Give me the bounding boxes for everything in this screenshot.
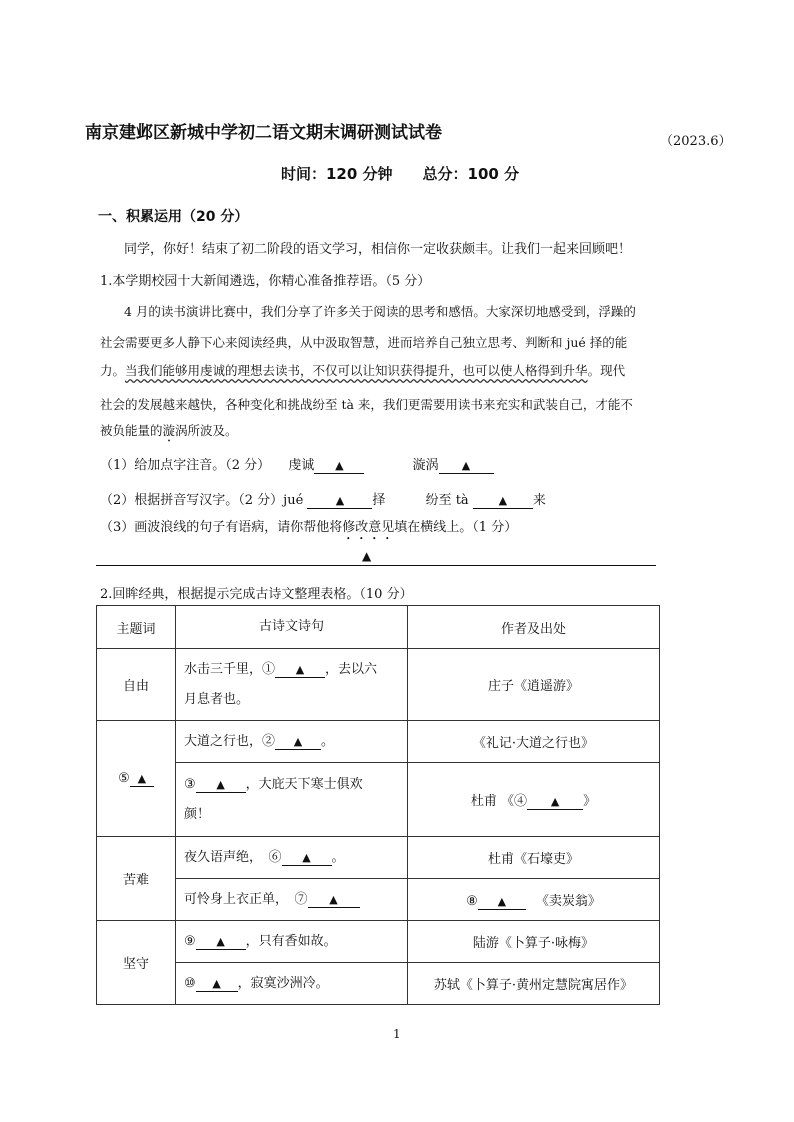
source-cell: 陆游《卜算子·咏梅》 bbox=[408, 921, 660, 963]
sub-question-2: （2）根据拼音写汉字。（2 分）jué ▲ 择 纷至 tà ▲ 来 bbox=[100, 493, 546, 508]
source-cell: 庄子《逍遥游》 bbox=[408, 649, 660, 721]
passage-line-4: 社会的发展越来越快，各种变化和挑战纷至 tà 来，我们更需要用读书来充实和武装自己，才能不 bbox=[100, 397, 633, 412]
answer-blank[interactable]: ▲ bbox=[196, 778, 246, 793]
passage-text: 。现代 bbox=[587, 363, 626, 378]
answer-blank[interactable]: ▲ bbox=[275, 735, 321, 750]
time-label: 时间：120 分钟 bbox=[281, 165, 393, 183]
table-row bbox=[97, 649, 660, 721]
theme-cell: 自由 bbox=[97, 649, 176, 721]
question-2-stem: 2.回眸经典，根据提示完成古诗文整理表格。（10 分） bbox=[100, 587, 413, 602]
source-cell: 杜甫 《④ ▲ 》 bbox=[408, 763, 660, 837]
table-header: 作者及出处 bbox=[408, 606, 660, 649]
passage-line-3 bbox=[100, 361, 625, 385]
table-header: 古诗文诗句 bbox=[176, 606, 408, 649]
dotted-text: 修改意见 bbox=[342, 520, 395, 535]
answer-blank[interactable]: ▲ bbox=[308, 893, 360, 908]
page-number: 1 bbox=[393, 1027, 401, 1041]
answer-blank[interactable]: ▲ bbox=[473, 494, 533, 509]
sub-question-3: （3）画波浪线的句子有语病，请你帮他将修改意见填在横线上。（1 分） bbox=[100, 520, 518, 535]
section-intro: 同学，你好！结束了初二阶段的语文学习，相信你一定收获颇丰。让我们一起来回顾吧！ bbox=[124, 242, 632, 257]
answer-blank[interactable]: ▲ bbox=[307, 494, 372, 509]
answer-blank[interactable]: ▲ bbox=[275, 663, 325, 678]
answer-mark: ▲ bbox=[362, 549, 372, 563]
poem-cell: ⑨ ▲ ，只有香如故。 bbox=[176, 921, 408, 963]
source-cell: 杜甫《石壕吏》 bbox=[408, 837, 660, 879]
table-row bbox=[97, 879, 660, 921]
source-cell: 苏轼《卜算子·黄州定慧院寓居作》 bbox=[408, 963, 660, 1005]
poem-cell: 夜久语声绝， ⑥ ▲ 。 bbox=[176, 837, 408, 879]
table-row bbox=[97, 721, 660, 763]
section-heading: 一、积累运用（20 分） bbox=[98, 209, 249, 225]
source-cell: ⑧ ▲ 《卖炭翁》 bbox=[408, 879, 660, 921]
answer-line[interactable] bbox=[96, 565, 656, 566]
page-title: 南京建邺区新城中学初二语文期末调研测试试卷 bbox=[85, 123, 442, 143]
source-cell: 《礼记·大道之行也》 bbox=[408, 721, 660, 763]
answer-blank[interactable]: ▲ bbox=[527, 795, 583, 810]
dotted-char: 虔 bbox=[200, 363, 213, 378]
passage-line-5: 被负能量的漩涡所波及。 bbox=[100, 423, 238, 438]
poem-cell: ③ ▲ ，大庇天下寒士俱欢 颜！ bbox=[176, 763, 408, 837]
passage-line-1: 4 月的读书演讲比赛中，我们分享了许多关于阅读的思考和感悟。大家深切地感受到，浮躁的 bbox=[124, 304, 636, 319]
answer-blank[interactable]: ▲ bbox=[282, 851, 332, 866]
answer-blank[interactable]: ▲ bbox=[314, 459, 364, 474]
dotted-char: 漩 bbox=[162, 423, 176, 438]
answer-blank[interactable]: ▲ bbox=[439, 459, 494, 474]
answer-blank[interactable]: ▲ bbox=[130, 772, 154, 787]
poem-cell: ⑩ ▲ ，寂寞沙洲冷。 bbox=[176, 963, 408, 1005]
answer-blank[interactable]: ▲ bbox=[196, 977, 238, 992]
answer-blank[interactable]: ▲ bbox=[478, 895, 526, 910]
passage-text: 力。 bbox=[100, 363, 126, 378]
exam-duration bbox=[281, 163, 519, 184]
table-header: 主题词 bbox=[97, 606, 176, 649]
passage-line-2: 社会需要更多人静下心来阅读经典，从中汲取智慧，进而培养自己独立思考、判断和 jué 择的能 bbox=[100, 335, 628, 350]
wavy-sentence: 当我们能够用虔诚的理想去读书，不仅可以让知识获得提升，也可以使人格得到升华 bbox=[125, 363, 588, 378]
table-row bbox=[97, 921, 660, 963]
table-header-row bbox=[97, 606, 660, 649]
table-row bbox=[97, 963, 660, 1005]
table-row bbox=[97, 837, 660, 879]
sub-question-1: （1）给加点字注音。（2 分） 虔诚 ▲ 漩涡 ▲ bbox=[100, 454, 494, 474]
poem-cell: 水击三千里，① ▲ ，去以六 月息者也。 bbox=[176, 649, 408, 721]
theme-cell: 苦难 bbox=[97, 837, 176, 921]
poem-cell: 可怜身上衣正单， ⑦ ▲ bbox=[176, 879, 408, 921]
theme-cell: ⑤ ▲ bbox=[97, 721, 176, 837]
table-row bbox=[97, 763, 660, 837]
poem-cell: 大道之行也，② ▲ 。 bbox=[176, 721, 408, 763]
theme-cell: 坚守 bbox=[97, 921, 176, 1005]
question-1-stem: 1.本学期校园十大新闻遴选，你精心准备推荐语。（5 分） bbox=[100, 274, 431, 289]
answer-blank[interactable]: ▲ bbox=[196, 935, 246, 950]
score-label: 总分：100 分 bbox=[422, 165, 520, 183]
poem-table bbox=[96, 605, 660, 1005]
exam-date: （2023.6） bbox=[660, 134, 732, 149]
